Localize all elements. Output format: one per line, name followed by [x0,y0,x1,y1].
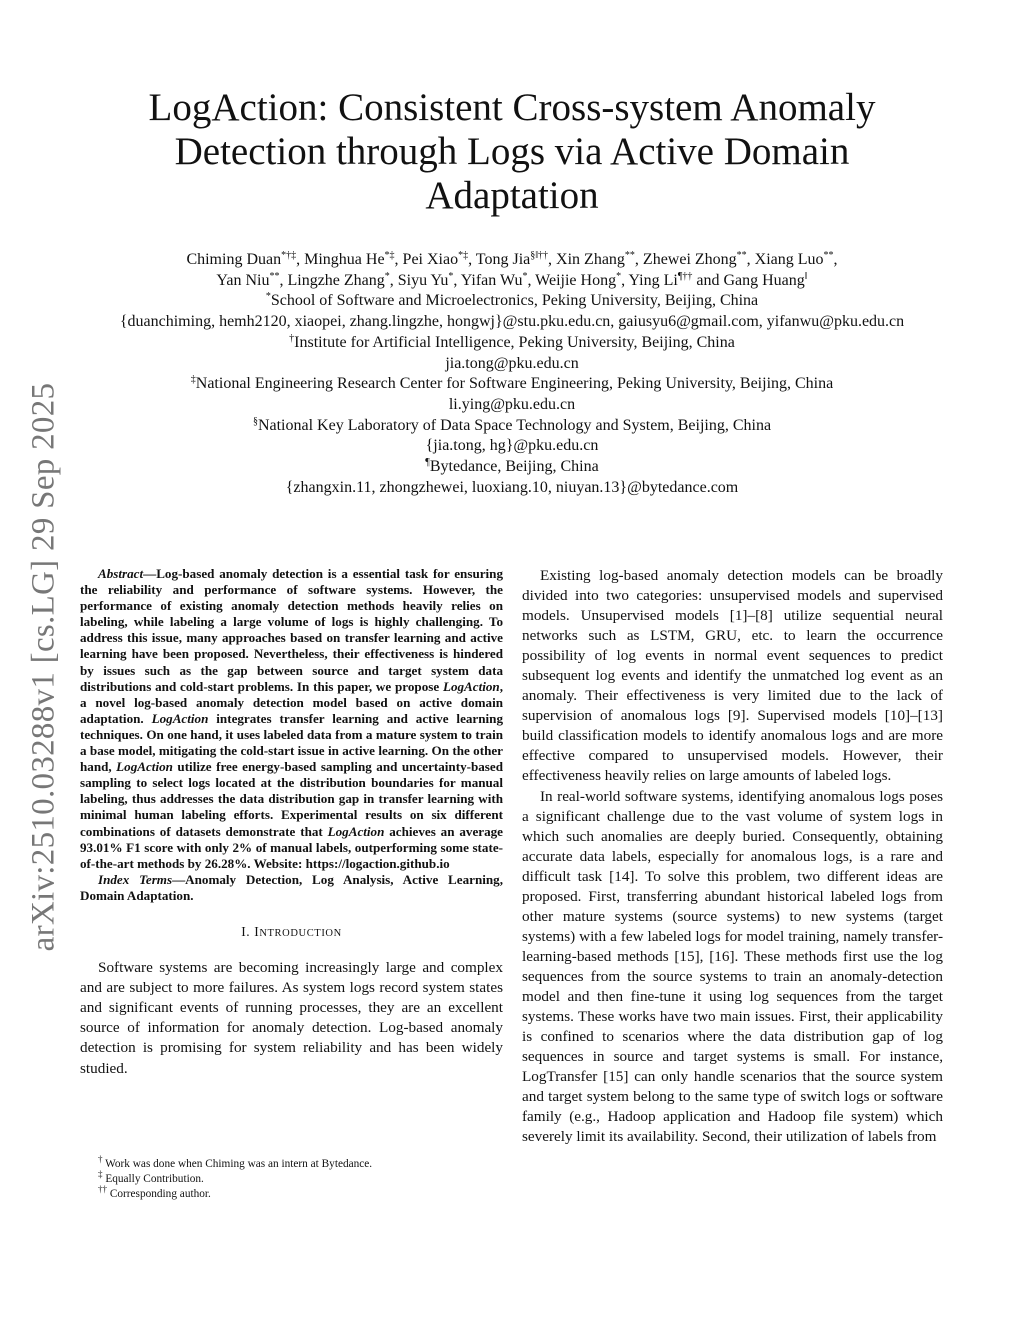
left-column [80,566,503,1079]
affiliation-nercse: ‡National Engineering Research Center for Software Engineering, Peking University, Beijing, China [190,374,834,393]
affiliation-ai: †Institute for Artificial Intelligence, Peking University, Beijing, China [289,332,735,351]
abstract: Abstract—Log-based anomaly detection is a essential task for ensuring the reliability and performance of software systems. However, the performance of existing anomaly detection methods heavily relies on labeling, while labeling a large volume of logs is highly challenging. To address this issue, many approaches based on transfer learning and active learning have been proposed. Nevertheless, their effectiveness is hindered by issues such as the gap between source and target system data distributions and cold-start problems. In this paper, we propose LogAction, a novel log-based anomaly detection model based on active domain adaptation. LogAction integrates transfer learning and active learning techniques. On one hand, it uses labeled data from a mature system to train a base model, mitigating the cold-start issue in active learning. On the other hand, LogAction utilize free energy-based sampling and uncertainty-based sampling to select logs located at the distribution boundaries for manual labeling, thus addresses the data distribution gap in transfer learning with minimal human labeling efforts. Experimental results on six different combinations of datasets demonstrate that LogAction achieves an average 93.01% F1 score with only 2% of manual labels, outperforming some state-of-the-art methods by 26.28%. Website: https://logaction.github.io [80,566,503,871]
footnotes [98,1154,373,1202]
paper-title: LogAction: Consistent Cross-system Anomaly Detection through Logs via Active Domain Adaptation [148,86,876,217]
paragraph-existing-models: Existing log-based anomaly detection models can be broadly divided into two categories: unsupervised models and supervised models. Unsupervised models [1]–[8] utilize sequential neural networks such as LSTM, GRU, etc. to learn the occurrence possibility of log events in normal event sequences to predict subsequent log events and identify the unmatched log event as an anomaly. Their effectiveness is very limited due to the lack of supervision of anomalous logs [9]. Supervised models [10]–[13] build classification models to identify anomalous logs and are more effective compared to unsupervised models. However, their effectiveness heavily relies on large amounts of labeled logs. [522,567,943,785]
author-line-1: Chiming Duan*†‡, Minghua He*‡, Pei Xiao*‡, Tong Jia§‖††, Xin Zhang**, Zhewei Zhong**, Xiang Luo**, [186,250,838,268]
paragraph-real-world: In real-world software systems, identifying anomalous logs poses a significant challenge due to the vast volume of system logs in which such anomalies are deeply buried. Consequently, obtaining accurate data labels, especially for anomalous logs, is a rare and difficult task [14]. To solve this problem, two different ideas are proposed. First, transferring abundant historical labeled logs from other mature systems (source systems) to new systems (target systems) with a few labeled logs for model training, namely transfer-learning-based methods [15], [16]. These methods first use the log sequences from the source systems to train an anomaly-detection model and then fine-tune it using log sequences from the target systems. These works have two main issues. First, their applicability is confined to scenarios where the data distribution gap of log sequences in source and target systems is small. For instance, LogTransfer [15] can only handle scenarios that the source system and target system belong to the same type of switch logs or software family (e.g., Hadoop application and Hadoop file system) which severely limit its availability. Second, their utilization of labels from [522,787,943,1146]
affiliation-datalab: §National Key Laboratory of Data Space Technology and System, Beijing, China [252,415,772,434]
email-jia: jia.tong@pku.edu.cn [445,354,579,372]
email-bytedance: {zhangxin.11, zhongzhewei, luoxiang.10, niuyan.13}@bytedance.com [285,478,739,496]
email-jia-hg: {jia.tong, hg}@pku.edu.cn [425,437,599,455]
arxiv-watermark [24,372,64,962]
index-terms-label: Index Terms [98,871,173,887]
right-column [522,566,943,1147]
intro-paragraph: Software systems are becoming increasingly large and complex and are subject to more failures. As system logs record system states and significant events of running processes, they are an excellent source of information for anomaly detection. Log-based anomaly detection is promising for system reliability and has been widely studied. [80,959,503,1077]
footnote-intern: † Work was done when Chiming was an intern at Bytedance. [98,1154,373,1170]
author-line-2: Yan Niu**, Lingzhe Zhang*, Siyu Yu*, Yifan Wu*, Weijie Hong*, Ying Li¶†† and Gang Huang‖ [216,270,808,289]
section-heading-introduction: I. INTRODUCTION [241,923,342,939]
affiliation-software: *School of Software and Microelectronics, Peking University, Beijing, China [265,291,759,310]
footnote-corresponding: †† Corresponding author. [98,1184,211,1200]
email-list-pku: {duanchiming, hemh2120, xiaopei, zhang.lingzhe, hongwj}@stu.pku.edu.cn, gaiusyu6@gmail.com, yifanwu@pku.edu.cn [119,313,905,331]
abstract-label: Abstract [98,566,144,581]
affiliation-bytedance: ¶Bytedance, Beijing, China [425,457,599,476]
index-terms: Index Terms—Anomaly Detection, Log Analysis, Active Learning, Domain Adaptation. [80,871,503,903]
author-block [90,250,934,498]
email-li: li.ying@pku.edu.cn [448,395,576,413]
footnote-equal: ‡ Equally Contribution. [98,1169,204,1185]
arxiv-identifier: arXiv:2510.03288v1 [cs.LG] 29 Sep 2025 [25,382,62,952]
